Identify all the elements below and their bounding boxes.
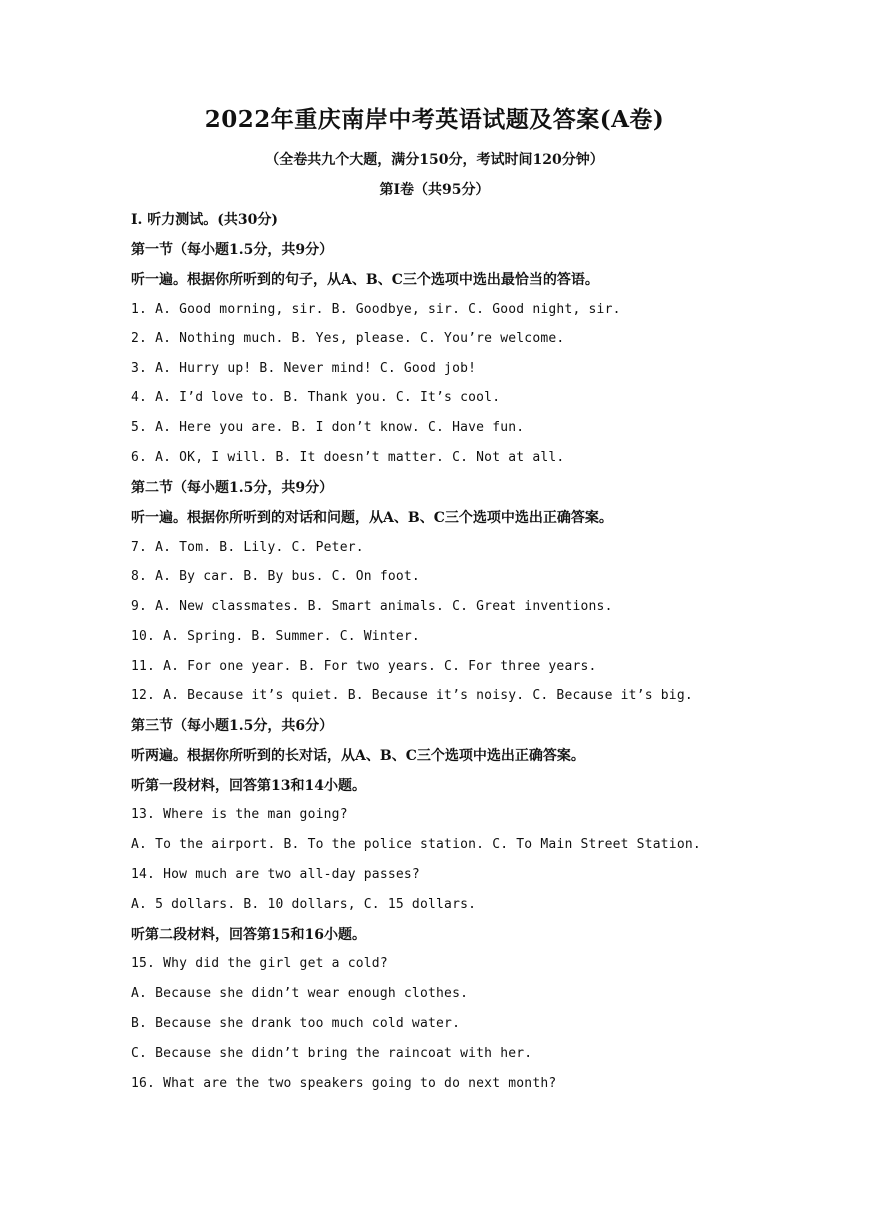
subsection-heading: 第一节（每小题1.5分，共9分）: [131, 242, 334, 258]
answer-options: A. To the airport. B. To the police station. C. To Main Street Station.: [131, 837, 701, 852]
answer-option: A. Because she didn’t wear enough clothes.: [131, 986, 469, 1001]
question-item: 11. A. For one year. B. For two years. C. For three years.: [131, 659, 597, 674]
part-heading: 第Ⅰ卷（共95分）: [379, 182, 490, 198]
question-item: 16. What are the two speakers going to do next month?: [131, 1076, 557, 1091]
answer-option: C. Because she didn’t bring the raincoat with her.: [131, 1046, 533, 1061]
instruction: 听一遍。根据你所听到的对话和问题，从A、B、C三个选项中选出正确答案。: [131, 510, 613, 526]
question-item: 3. A. Hurry up! B. Never mind! C. Good job!: [131, 361, 477, 376]
answer-option: B. Because she drank too much cold water.: [131, 1016, 461, 1031]
answer-options: A. 5 dollars. B. 10 dollars, C. 15 dollars.: [131, 897, 477, 912]
instruction: 听一遍。根据你所听到的句子，从A、B、C三个选项中选出最恰当的答语。: [131, 272, 599, 288]
subsection-heading: 第二节（每小题1.5分，共9分）: [131, 480, 334, 496]
document-title: 2022年重庆南岸中考英语试题及答案(A卷): [204, 106, 665, 133]
question-item: 10. A. Spring. B. Summer. C. Winter.: [131, 629, 420, 644]
question-item: 4. A. I’d love to. B. Thank you. C. It’s cool.: [131, 390, 501, 405]
material-heading: 听第一段材料，回答第13和14小题。: [131, 778, 366, 794]
question-item: 6. A. OK, I will. B. It doesn’t matter. C. Not at all.: [131, 450, 565, 465]
material-heading: 听第二段材料，回答第15和16小题。: [131, 927, 366, 943]
question-item: 12. A. Because it’s quiet. B. Because it’s noisy. C. Because it’s big.: [131, 688, 693, 703]
question-item: 9. A. New classmates. B. Smart animals. C. Great inventions.: [131, 599, 613, 614]
question-item: 1. A. Good morning, sir. B. Goodbye, sir. C. Good night, sir.: [131, 302, 621, 317]
question-item: 14. How much are two all-day passes?: [131, 867, 420, 882]
question-item: 15. Why did the girl get a cold?: [131, 956, 388, 971]
subsection-heading: 第三节（每小题1.5分，共6分）: [131, 718, 334, 734]
question-item: 13. Where is the man going?: [131, 807, 348, 822]
question-item: 5. A. Here you are. B. I don’t know. C. Have fun.: [131, 420, 525, 435]
question-item: 2. A. Nothing much. B. Yes, please. C. You’re welcome.: [131, 331, 565, 346]
question-item: 7. A. Tom. B. Lily. C. Peter.: [131, 540, 364, 555]
document-subtitle: （全卷共九个大题，满分150分，考试时间120分钟）: [265, 152, 604, 168]
section-heading: Ⅰ. 听力测试。(共30分): [131, 212, 279, 228]
question-item: 8. A. By car. B. By bus. C. On foot.: [131, 569, 420, 584]
instruction: 听两遍。根据你所听到的长对话，从A、B、C三个选项中选出正确答案。: [131, 748, 585, 764]
